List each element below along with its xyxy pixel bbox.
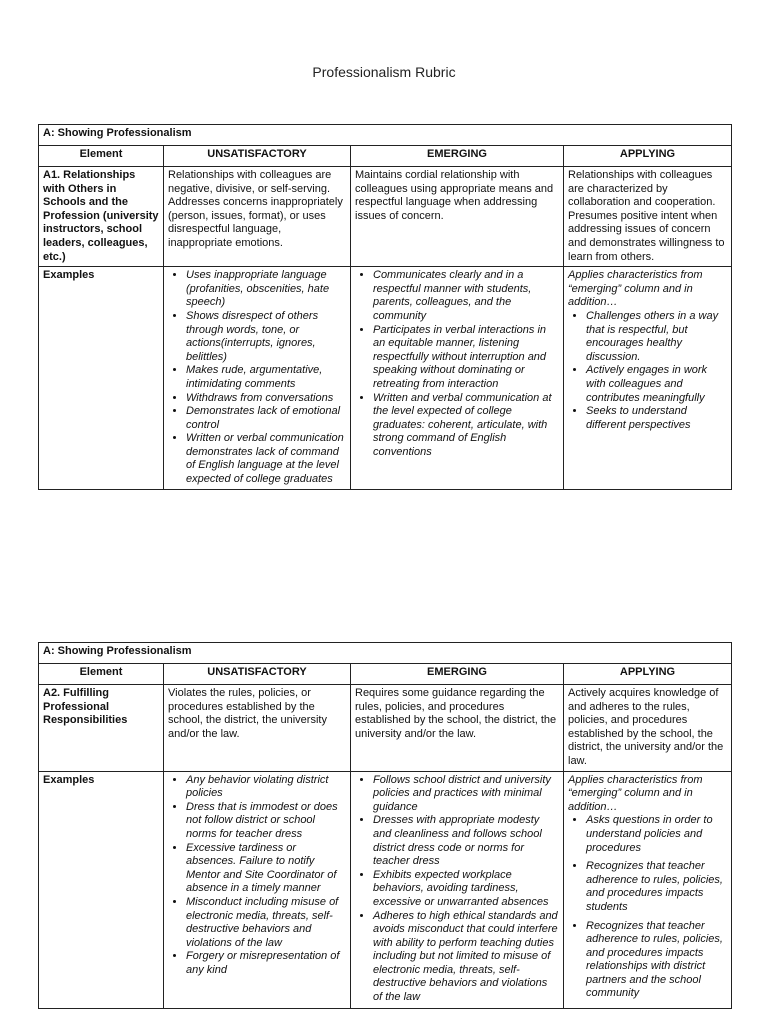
list-item: • Seeks to understand different perspectives (586, 405, 727, 432)
list-item: • Participates in verbal interactions in an equitable manner, listening respectfully without interruption and speaking without dominating or retreating from interaction (373, 324, 559, 392)
emerging-cell: Maintains cordial relationship with colleagues using appropriate means and respectful language when addressing issues of concern. (351, 167, 564, 267)
header-element: Element (39, 664, 164, 685)
examples-applying-list (568, 814, 727, 1001)
examples-emerging-cell (351, 267, 564, 490)
list-item: • Shows disrespect of others through words, tone, or actions(interrupts, ignores, belittles) (186, 310, 346, 364)
list-item: • Asks questions in order to understand policies and procedures (586, 814, 727, 855)
list-item: • Demonstrates lack of emotional control (186, 405, 346, 432)
list-item: • Forgery or misrepresentation of any kind (186, 950, 346, 977)
list-item: • Adheres to high ethical standards and avoids misconduct that could interfere with ability to perform teaching duties including but not limited to misuse of electronic media, threats, self-destructive behaviors and violations of the law (373, 910, 559, 1005)
element-cell: A2. Fulfilling Professional Responsibilities (39, 685, 164, 772)
examples-unsatisfactory-list (168, 269, 346, 487)
examples-label: Examples (39, 771, 164, 1009)
list-item: • Actively engages in work with colleagues and contributes meaningfully (586, 364, 727, 405)
examples-emerging-cell (351, 771, 564, 1009)
applying-cell: Relationships with colleagues are characterized by collaboration and cooperation. Presumes positive intent when addressing issues of concern and demonstrates willingness to learn from others. (564, 167, 732, 267)
examples-emerging-list (355, 269, 559, 459)
examples-applying-cell (564, 267, 732, 490)
list-item: • Excessive tardiness or absences. Failure to notify Mentor and Site Coordinator of absence in a timely manner (186, 842, 346, 896)
page-title: Professionalism Rubric (312, 64, 456, 80)
unsatisfactory-cell: Violates the rules, policies, or procedures established by the school, the district, the university and/or the law. (164, 685, 351, 772)
examples-row (39, 771, 732, 1009)
list-item: • Recognizes that teacher adherence to rules, policies, and procedures impacts relationships with district partners and the school community (586, 920, 727, 1002)
section-title: A: Showing Professionalism (39, 643, 732, 664)
header-applying: APPLYING (564, 146, 732, 167)
list-item: • Misconduct including misuse of electronic media, threats, self-destructive behaviors and violations of the law (186, 896, 346, 950)
header-row (39, 146, 732, 167)
list-item: • Challenges others in a way that is respectful, but encourages healthy discussion. (586, 310, 727, 364)
examples-emerging-list (355, 774, 559, 1005)
header-unsatisfactory: UNSATISFACTORY (164, 664, 351, 685)
examples-applying-cell (564, 771, 732, 1009)
examples-applying-list (568, 310, 727, 432)
list-item: • Exhibits expected workplace behaviors, avoiding tardiness, excessive or unwarranted absences (373, 869, 559, 910)
list-item: • Written and verbal communication at the level expected of college graduates: coherent, articulate, with strong command of English conventions (373, 392, 559, 460)
examples-label: Examples (39, 267, 164, 490)
list-item: • Dress that is immodest or does not follow district or school norms for teacher dress (186, 801, 346, 842)
rubric-table-a2 (38, 642, 732, 1009)
examples-unsatisfactory-cell (164, 267, 351, 490)
list-item: • Recognizes that teacher adherence to rules, policies, and procedures impacts students (586, 860, 727, 914)
list-item: • Any behavior violating district policies (186, 774, 346, 801)
examples-unsatisfactory-cell (164, 771, 351, 1009)
element-cell: A1. Relationships with Others in Schools and the Profession (university instructors, school leaders, colleagues, etc.) (39, 167, 164, 267)
header-emerging: EMERGING (351, 146, 564, 167)
section-row (39, 643, 732, 664)
list-item: • Communicates clearly and in a respectful manner with students, parents, colleagues, and the community (373, 269, 559, 323)
examples-unsatisfactory-list (168, 774, 346, 978)
criteria-row (39, 167, 732, 267)
list-item: • Uses inappropriate language (profanities, obscenities, hate speech) (186, 269, 346, 310)
section-row (39, 125, 732, 146)
examples-applying-lead: Applies characteristics from “emerging” column and in addition… (568, 773, 703, 813)
list-item: • Written or verbal communication demonstrates lack of command of English language at the level expected of college graduates (186, 432, 346, 486)
header-emerging: EMERGING (351, 664, 564, 685)
header-unsatisfactory: UNSATISFACTORY (164, 146, 351, 167)
list-item: • Withdraws from conversations (186, 392, 346, 406)
section-title: A: Showing Professionalism (39, 125, 732, 146)
header-element: Element (39, 146, 164, 167)
header-row (39, 664, 732, 685)
examples-row (39, 267, 732, 490)
unsatisfactory-cell: Relationships with colleagues are negative, divisive, or self-serving. Addresses concerns inappropriately (person, issues, format), or uses disrespectful language, inappropriate emotions. (164, 167, 351, 267)
examples-applying-lead: Applies characteristics from “emerging” column and in addition… (568, 269, 703, 309)
emerging-cell: Requires some guidance regarding the rules, policies, and procedures established by the school, the district, the university and/or the law. (351, 685, 564, 772)
applying-cell: Actively acquires knowledge of and adheres to the rules, policies, and procedures established by the school, the district, the university and/or the law. (564, 685, 732, 772)
list-item: • Makes rude, argumentative, intimidating comments (186, 364, 346, 391)
list-item: • Follows school district and university policies and practices with minimal guidance (373, 774, 559, 815)
rubric-table-a1 (38, 124, 732, 490)
criteria-row (39, 685, 732, 772)
header-applying: APPLYING (564, 664, 732, 685)
list-item: • Dresses with appropriate modesty and cleanliness and follows school district dress code or norms for teacher dress (373, 814, 559, 868)
